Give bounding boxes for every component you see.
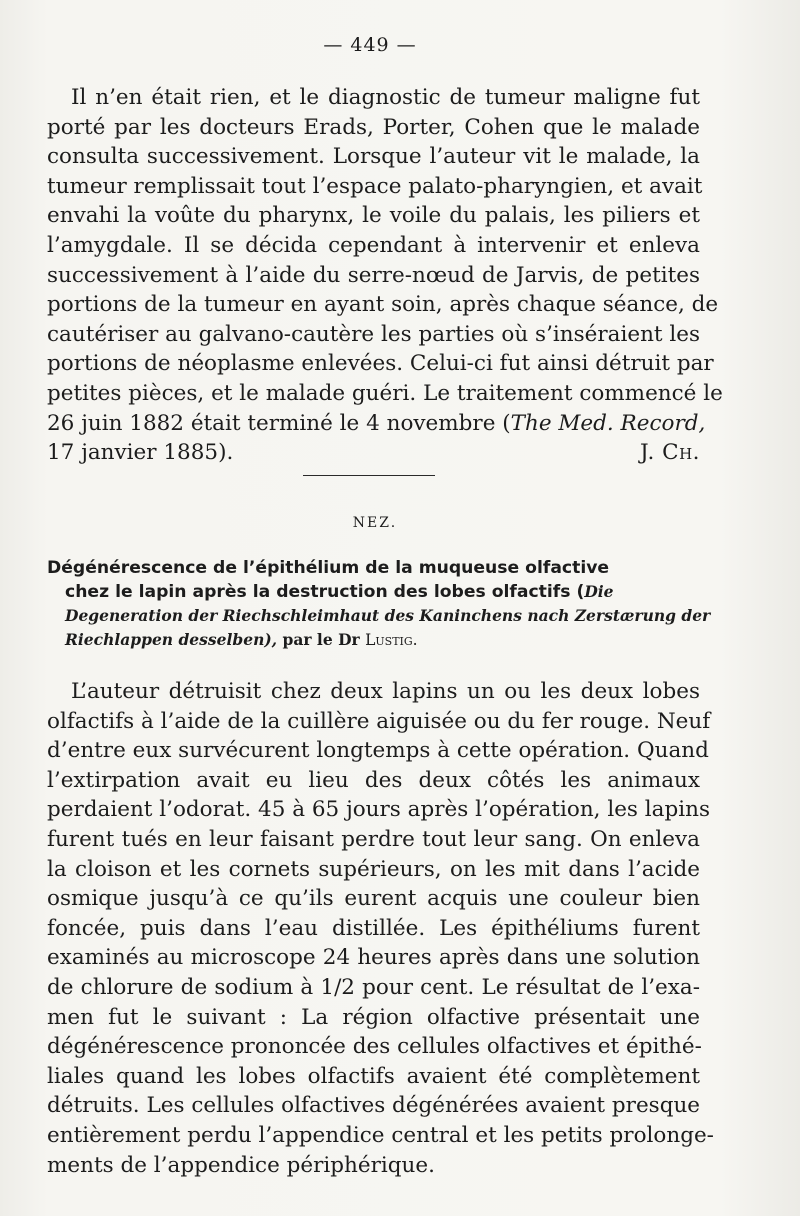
text-line: foncée, puis dans l’eau distillée. Les épithéliums furent: [47, 915, 700, 941]
german-title-line: Riechlappen desselben),: [65, 630, 278, 649]
german-title-fragment: Die: [584, 582, 614, 601]
journal-citation: The Med. Record,: [510, 410, 706, 436]
text-line: la cloison et les cornets supérieurs, on les mit dans l’acide: [47, 856, 700, 882]
text-line: d’entre eux survécurent longtemps à cette opération. Quand: [47, 738, 709, 764]
article-body: [47, 677, 714, 1180]
text-line: de chlorure de sodium à 1/2 pour cent. Le résultat de l’exa-: [47, 974, 700, 1000]
text-line: examinés au microscope 24 heures après dans une solution: [47, 945, 700, 971]
previous-article-text: [47, 83, 723, 468]
closing-line: [47, 438, 700, 468]
text-line: consulta successivement. Lorsque l’auteur vit le malade, la: [47, 144, 700, 170]
title-line: [47, 580, 707, 604]
article-title: [47, 556, 711, 652]
text-line: porté par les docteurs Erads, Porter, Cohen que le malade: [47, 114, 700, 140]
title-fragment: chez le lapin après la destruction des lobes olfactifs (: [65, 582, 585, 602]
text-line: envahi la voûte du pharynx, le voile du palais, les piliers et: [47, 203, 700, 229]
text-line: cautériser au galvano-cautère les parties où s’inséraient les: [47, 321, 701, 347]
text-line: petites pièces, et le malade guéri. Le traitement commencé le: [47, 380, 723, 406]
byline: [47, 628, 707, 652]
text-line: liales quand les lobes olfactifs avaient été complètement: [47, 1063, 700, 1089]
text-line: perdaient l’odorat. 45 à 65 jours après l’opération, les lapins: [47, 797, 711, 823]
section-heading: NEZ.: [352, 515, 398, 531]
text-line: entièrement perdu l’appendice central et les petits prolonge-: [47, 1122, 714, 1148]
text-line: tumeur remplissait tout l’espace palato-pharyngien, et avait: [47, 173, 703, 199]
text-line: 17 janvier 1885).: [47, 440, 234, 466]
text-line: portions de néoplasme enlevées. Celui-ci fut ainsi détruit par: [47, 351, 714, 377]
text-line: détruits. Les cellules olfactives dégénérées avaient presque: [47, 1093, 701, 1119]
text-line: l’extirpation avait eu lieu des deux côtés les animaux: [47, 767, 700, 793]
text-line: men fut le suivant : La région olfactive présentait une: [47, 1004, 700, 1030]
text-line: ments de l’appendice périphérique.: [47, 1152, 435, 1178]
text-line: osmique jusqu’à ce qu’ils eurent acquis une couleur bien: [47, 886, 700, 912]
title-line: Dégénérescence de l’épithélium de la muqueuse olfactive: [47, 558, 610, 578]
section-divider: [303, 475, 435, 476]
text-line: successivement à l’aide du serre-nœud de Jarvis, de petites: [47, 262, 700, 288]
text-line: l’amygdale. Il se décida cependant à intervenir et enleva: [47, 232, 700, 258]
text-line: portions de la tumeur en ayant soin, après chaque séance, de: [47, 292, 719, 318]
text-line: olfactifs à l’aide de la cuillère aiguisée ou du fer rouge. Neuf: [47, 708, 711, 734]
text-line: furent tués en leur faisant perdre tout leur sang. On enleva: [47, 826, 700, 852]
page-number: — 449 —: [323, 34, 417, 56]
author-name: Lustig.: [365, 631, 418, 649]
text-fragment: 26 juin 1882 était terminé le 4 novembre (: [47, 410, 511, 436]
german-title-line: Degeneration der Riechschleimhaut des Kaninchens nach Zerstærung der: [65, 606, 711, 625]
author-signature: J. Ch.: [640, 440, 700, 466]
text-line: [47, 409, 706, 439]
text-line: dégénérescence prononcée des cellules olfactives et épithé-: [47, 1034, 702, 1060]
text-line: L’auteur détruisit chez deux lapins un ou les deux lobes: [71, 679, 700, 704]
text-line: Il n’en était rien, et le diagnostic de tumeur maligne fut: [71, 85, 700, 110]
byline-prefix: par le Dr: [282, 630, 360, 649]
